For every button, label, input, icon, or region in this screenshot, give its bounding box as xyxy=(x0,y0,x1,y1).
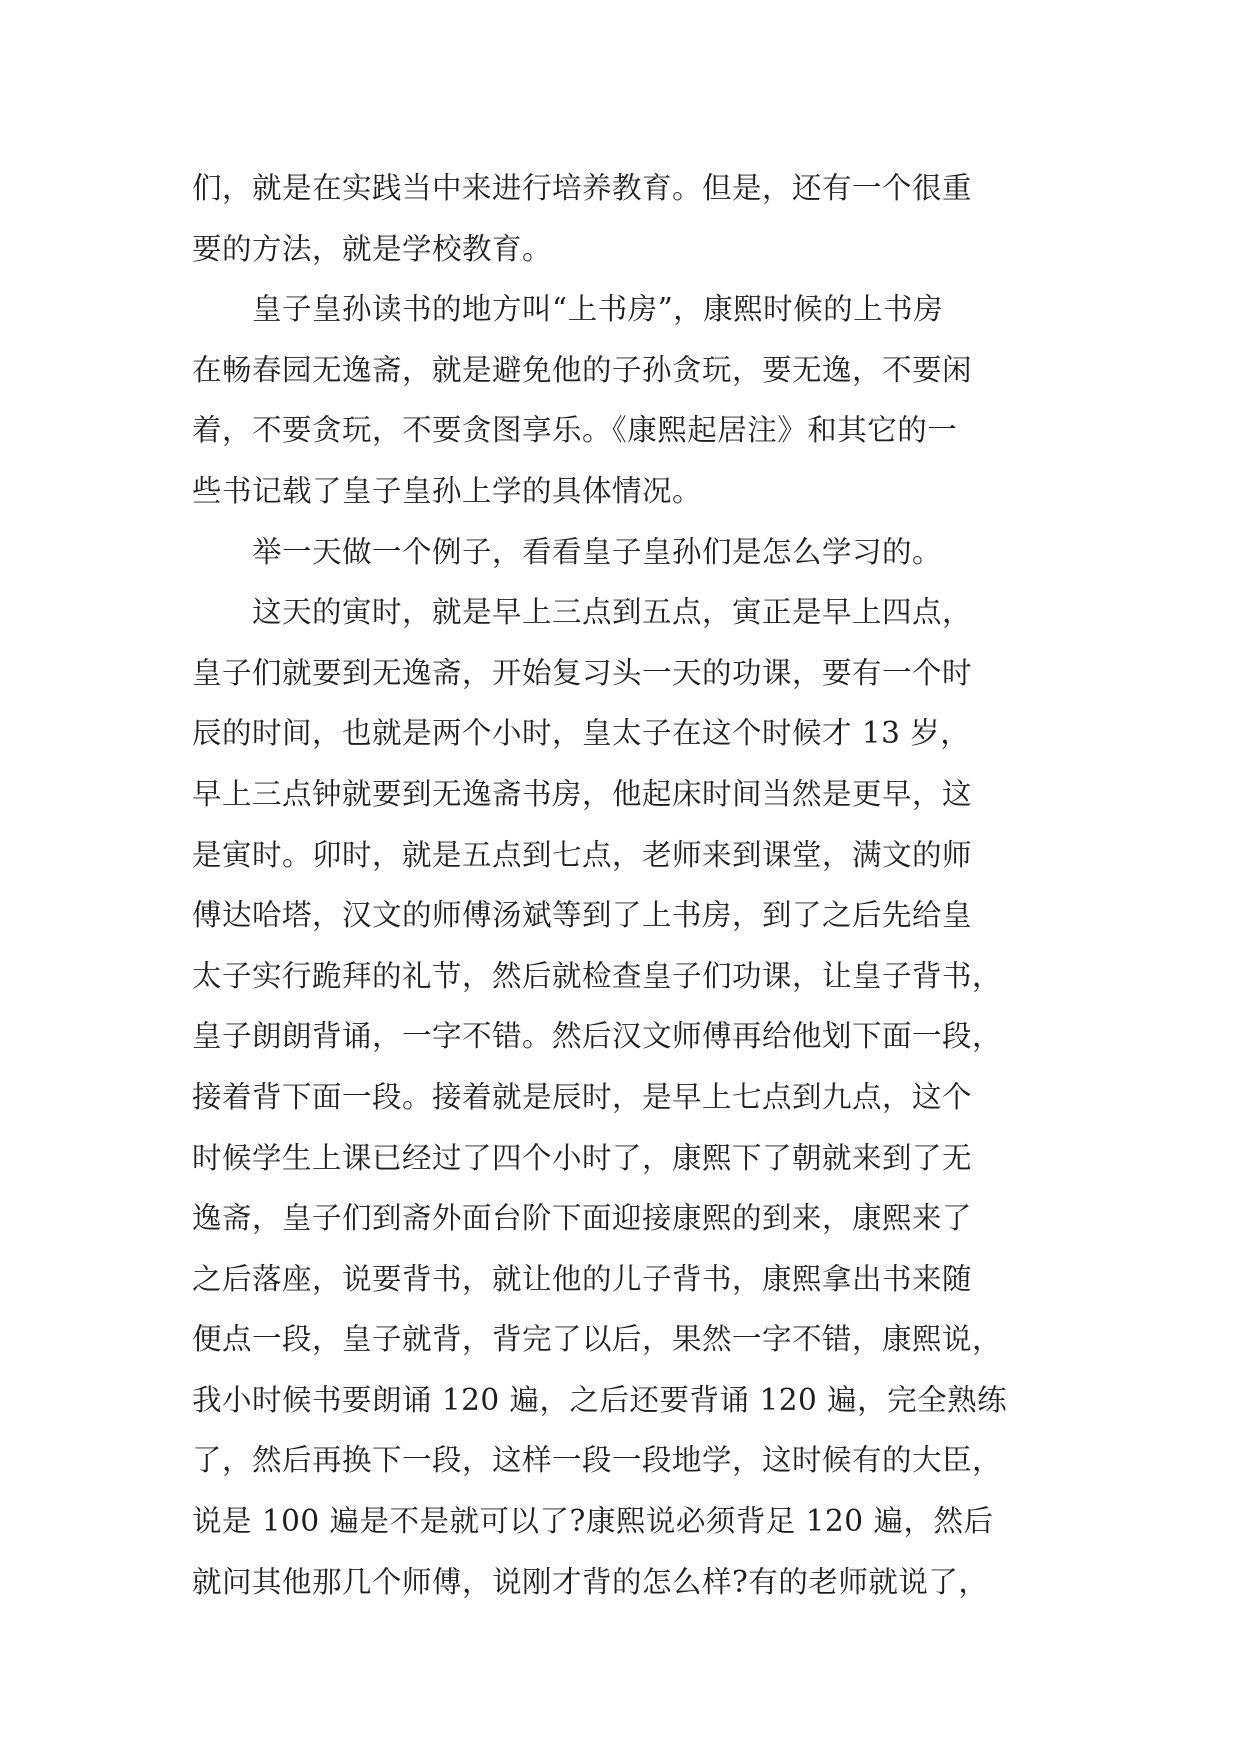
text-line: 皇子皇孙读书的地方叫“上书房”，康熙时候的上书房 xyxy=(252,292,944,327)
text-line: 着，不要贪玩，不要贪图享乐。《康熙起居注》和其它的一 xyxy=(192,413,958,448)
text-line: 我小时候书要朗诵 120 遍，之后还要背诵 120 遍，完全熟练 xyxy=(192,1382,1008,1417)
text-line: 早上三点钟就要到无逸斋书房，他起床时间当然是更早，这 xyxy=(192,776,973,811)
text-line: 们，就是在实践当中来进行培养教育。但是，还有一个很重 xyxy=(192,171,973,205)
text-line: 皇子们就要到无逸斋，开始复习头一天的功课，要有一个时 xyxy=(192,655,973,690)
text-line: 皇子朗朗背诵，一字不错。然后汉文师傅再给他划下面一段， xyxy=(192,1019,1003,1054)
text-line: 些书记载了皇子皇孙上学的具体情况。 xyxy=(192,473,703,508)
text-line: 说是 100 遍是不是就可以了?康熙说必须背足 120 遍，然后 xyxy=(192,1504,994,1539)
text-line: 辰的时间，也就是两个小时，皇太子在这个时候才 13 岁， xyxy=(192,716,971,751)
text-line: 傅达哈塔，汉文的师傅汤斌等到了上书房，到了之后先给皇 xyxy=(192,898,973,933)
text-line: 接着背下面一段。接着就是辰时，是早上七点到九点，这个 xyxy=(192,1079,973,1114)
text-line: 是寅时。卯时，就是五点到七点，老师来到课堂，满文的师 xyxy=(192,837,973,872)
body-text xyxy=(192,158,1072,1612)
text-line: 就问其他那几个师傅，说刚才背的怎么样?有的老师就说了， xyxy=(192,1564,989,1599)
text-line: 逸斋，皇子们到斋外面台阶下面迎接康熙的到来，康熙来了 xyxy=(192,1201,973,1236)
text-line: 时候学生上课已经过了四个小时了，康熙下了朝就来到了无 xyxy=(192,1140,973,1175)
text-line: 之后落座，说要背书，就让他的儿子背书，康熙拿出书来随 xyxy=(192,1261,973,1296)
text-line: 这天的寅时，就是早上三点到五点，寅正是早上四点， xyxy=(252,595,973,630)
text-line: 要的方法，就是学校教育。 xyxy=(192,231,553,266)
text-line: 太子实行跪拜的礼节，然后就检查皇子们功课，让皇子背书， xyxy=(192,958,1003,993)
text-line: 举一天做一个例子，看看皇子皇孙们是怎么学习的。 xyxy=(252,534,943,569)
text-line: 在畅春园无逸斋，就是避免他的子孙贪玩，要无逸，不要闲 xyxy=(192,352,973,387)
text-line: 便点一段，皇子就背，背完了以后，果然一字不错，康熙说， xyxy=(192,1322,1003,1357)
text-line: 了，然后再换下一段，这样一段一段地学，这时候有的大臣， xyxy=(192,1443,1003,1478)
